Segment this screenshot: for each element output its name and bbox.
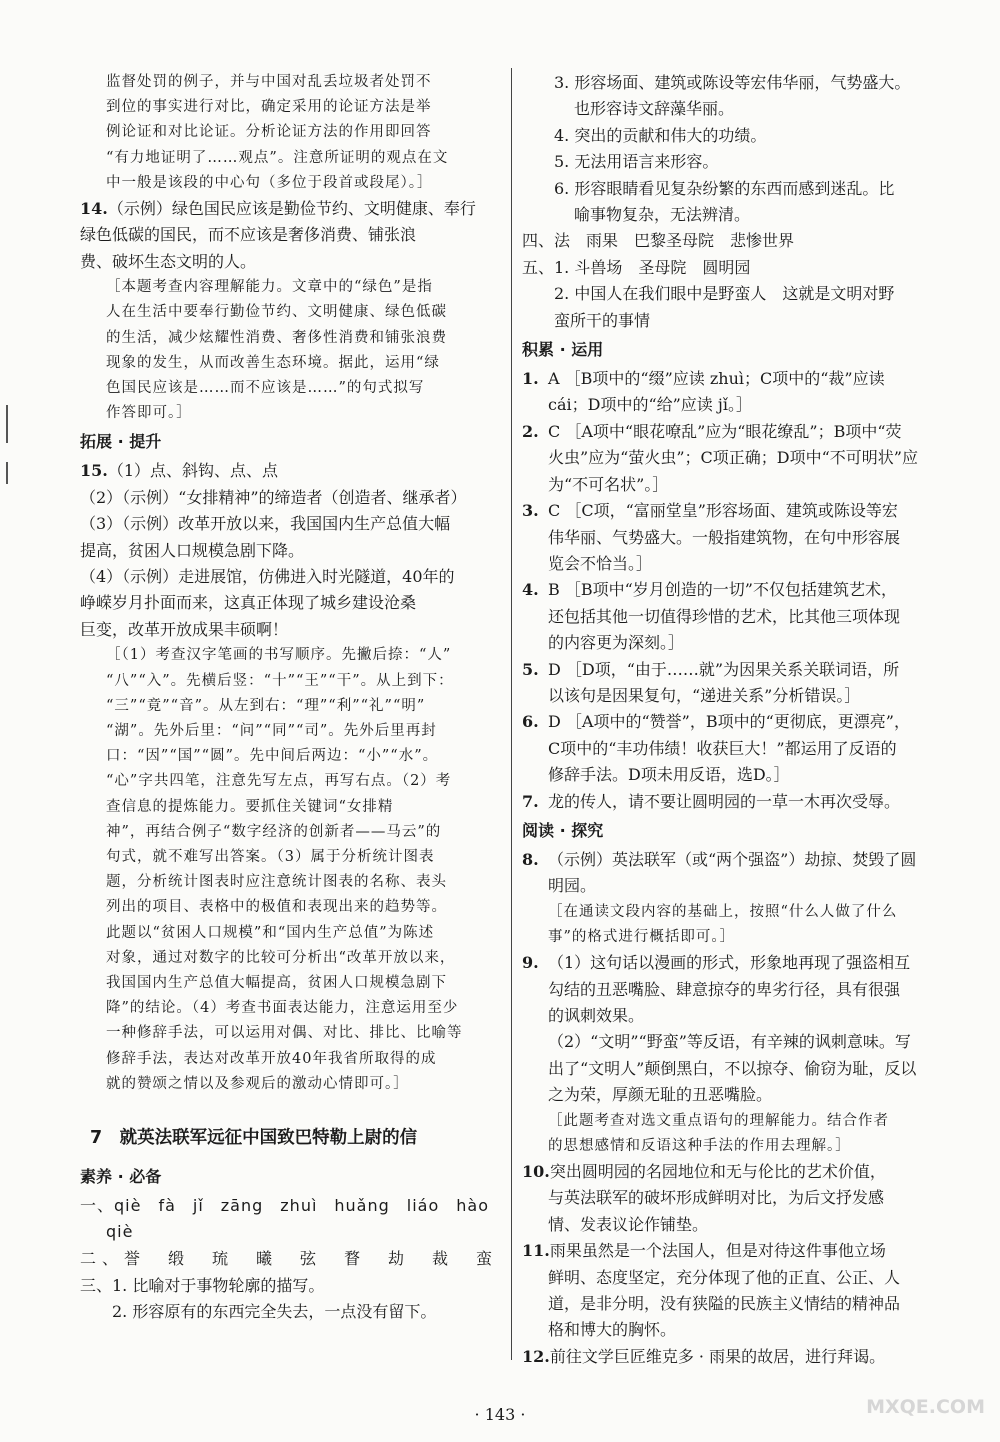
- lesson-title: 7 就英法联军远征中国致巴特勒上尉的信: [90, 1127, 418, 1148]
- answer-line: 情、发表议论作铺垫。: [548, 1214, 709, 1234]
- answer-line: 绿色低碳的国民，而不应该是奢侈消费、铺张浪: [80, 225, 417, 245]
- answer-line: （2）（示例）“女排精神”的缔造者（创造者、继承者）: [80, 487, 467, 507]
- answer-line: 与英法联军的破坏形成鲜明对比，为后文抒发感: [548, 1188, 885, 1208]
- answer-line: 格和博大的胸怀。: [548, 1320, 677, 1340]
- answer-line: 巨变，改革开放成果丰硕啊！: [80, 619, 289, 639]
- note-line: 列出的项目、表格中的极值和表现出来的趋势等。: [106, 899, 447, 916]
- answer-line: C ［A项中“眼花嘹乱”应为“眼花缭乱”；B项中“荧: [548, 421, 902, 441]
- answer-line: 以该句是因果复句，“递进关系”分析错误。］: [548, 685, 861, 705]
- answer-line: （2）“文明”“野蛮”等反语，有辛辣的讽刺意味。写: [548, 1032, 911, 1052]
- answer-line: （1）这句话以漫画的形式，形象地再现了强盗相互: [548, 953, 911, 973]
- section-heading-tuozhan: 拓展 · 提升: [80, 432, 162, 452]
- note-line: 的生活，减少炫耀性消费、奢侈性消费和铺张浪费: [106, 329, 447, 346]
- answer-item: [522, 1238, 947, 1344]
- answer-line: 前往文学巨匠维克多 · 雨果的故居，进行拜谒。: [549, 1346, 886, 1366]
- note-line: ［本题考查内容理解能力。文章中的“绿色”是指: [106, 279, 433, 296]
- note-line: 作答即可。］: [106, 405, 192, 422]
- answer-line: 费、破坏生态文明的人。: [80, 251, 257, 271]
- answer-line: （示例）绿色国民应该是勤俭节约、文明健康、奉行: [107, 199, 476, 219]
- answer-line: 之为荣，厚颜无耻的丑恶嘴脸。: [548, 1085, 773, 1105]
- answer-line: 览会不恰当。］: [548, 553, 653, 573]
- note-line: 题，分析统计图表时应注意统计图表的名称、表头: [106, 874, 447, 891]
- note-line: 人在生活中要奉行勤俭节约、文明健康、绿色低碳: [106, 304, 447, 321]
- q15-note: [80, 643, 500, 1097]
- q13-note: [80, 70, 500, 196]
- answer-line: 明园。: [548, 876, 597, 896]
- note-line: 事”的格式进行概括即可。］: [548, 928, 736, 945]
- pinyin-answers-cont: qiè: [106, 1221, 134, 1241]
- question-number: 7.: [522, 791, 539, 811]
- question-number: 15.: [80, 461, 108, 481]
- answer-line: 突出圆明园的名园地位和无与伦比的艺术价值，: [549, 1162, 886, 1182]
- answer-line: 的内容更为深刻。］: [548, 633, 685, 653]
- note-line: ［（1）考查汉字笔画的书写顺序。先撇后捺：“人”: [106, 647, 452, 664]
- question-number: 8.: [522, 849, 539, 869]
- note-line: 口：“因”“国”“圆”。先中间后两边：“小”“水”。: [106, 748, 439, 765]
- question-number: 1.: [522, 369, 539, 389]
- note-line: “八”“入”。先横后竖：“十”“王”“干”。从上到下：: [106, 672, 454, 689]
- q14-note: [80, 275, 500, 426]
- answer-item: [522, 789, 947, 815]
- answer-line: C ［C项，“富丽堂皇”形容场面、建筑或陈设等宏: [548, 501, 898, 521]
- definition-line: 也形容诗文辞藻华丽。: [574, 99, 735, 119]
- definition-line: 3. 形容场面、建筑或陈设等宏伟华丽，气势盛大。: [554, 73, 911, 92]
- question-number: 9.: [522, 953, 539, 973]
- answer-line: 勾结的丑恶嘴脸、肆意掠夺的卑劣行径，具有很强: [548, 979, 901, 999]
- q15-answer: [80, 458, 500, 643]
- note-line: 对象，通过对数字的比较可分析出“改革开放以来，: [106, 949, 456, 966]
- note-line: “湖”。先外后里：“问”“同”“司”。先外后里再封: [106, 722, 437, 739]
- note-line: ［此题考查对选文重点语句的理解能力。结合作者: [548, 1112, 889, 1129]
- answer-line: 道，是非分明，没有狭隘的民族主义情结的精神品: [548, 1294, 901, 1314]
- answer-line: 蛮所干的事情: [554, 310, 651, 330]
- answer-item: [522, 1159, 947, 1238]
- note-line: 此题以“贫困人口规模”和“国内生产总值”为陈述: [106, 924, 435, 941]
- answer-line: 修辞手法。D项未用反语，选D。］: [548, 765, 790, 785]
- scan-mark: [6, 462, 8, 484]
- definition-2: 2. 形容原有的东西完全失去，一点没有留下。: [112, 1302, 437, 1322]
- answer-line: C项中的“丰功伟绩！收获巨大！”都运用了反语的: [548, 738, 897, 758]
- question-number: 14.: [80, 199, 108, 219]
- answer-item: [522, 366, 947, 419]
- answer-line: 伟华丽、气势盛大。一般指建筑物，在句中形容展: [548, 527, 901, 547]
- answer-line: D ［A项中的“赞誉”，B项中的“更彻底，更漂亮”，: [548, 712, 910, 732]
- note-line: 现象的发生，从而改善生态环境。据此，运用“绿: [106, 354, 440, 371]
- note-line: 就的赞颂之情以及参观后的激动心情即可。］: [106, 1075, 409, 1092]
- pinyin-answers: 一、qiè fà jǐ zāng zhuì huǎng liáo hào: [80, 1195, 490, 1215]
- section-heading-yuedu: 阅读 · 探究: [522, 820, 604, 840]
- answer-line: （示例）英法联军（或“两个强盗”）劫掠、焚毁了圆: [548, 849, 917, 869]
- answer-line: 雨果虽然是一个法国人，但是对待这件事他立场: [549, 1241, 886, 1261]
- note-line: 句式，就不难写出答案。（3）属于分析统计图表: [106, 848, 435, 865]
- answer-line: 鲜明、态度坚定，充分体现了他的正直、公正、人: [548, 1267, 901, 1287]
- question-number: 4.: [522, 580, 539, 600]
- answer-line: （3）（示例）改革开放以来，我国国内生产总值大幅: [80, 514, 451, 534]
- answer-item: [522, 709, 947, 788]
- question-number: 6.: [522, 712, 539, 732]
- character-answers: 二、誉 缎 琉 曦 弦 瞀 劫 裁 蛮: [80, 1248, 499, 1268]
- note-line: 的思想感情和反语这种手法的作用去理解。］: [548, 1137, 851, 1154]
- answer-item: [522, 950, 947, 1159]
- section-heading-suyang: 素养 · 必备: [80, 1166, 162, 1186]
- note-line: “心”字共四笔，注意先写左点，再写右点。（2）考: [106, 773, 452, 790]
- question-number: 10.: [522, 1162, 550, 1182]
- note-line: 到位的事实进行对比，确定采用的论证方法是举: [106, 99, 432, 116]
- answer-line: 的讽刺效果。: [548, 1006, 645, 1025]
- note-line: 例论证和对比论证。分析论证方法的作用即回答: [106, 124, 432, 141]
- definition-line: 4. 突出的贡献和伟大的功绩。: [554, 125, 767, 145]
- left-column: [80, 70, 500, 1326]
- answer-line: 提高，贫困人口规模急剧下降。: [80, 540, 305, 560]
- scan-mark: [6, 405, 8, 443]
- question-number: 12.: [522, 1346, 550, 1366]
- answer-si: 四、法 雨果 巴黎圣母院 悲惨世界: [522, 231, 795, 251]
- note-line: “有力地证明了……观点”。注意所证明的观点在文: [106, 149, 449, 166]
- answer-line: 峥嵘岁月扑面而来，这真正体现了城乡建设沧桑: [80, 593, 417, 613]
- note-line: “三”“竟”“音”。从左到右：“理”“利”“礼”“明”: [106, 697, 426, 714]
- answer-wu-2: [522, 281, 947, 334]
- yuedu-answers: [522, 847, 947, 1370]
- watermark-logo: MXQE.COM: [866, 1396, 985, 1418]
- definition-line: 6. 形容眼睛看见复杂纷繁的东西而感到迷乱。比: [554, 178, 895, 198]
- answer-line: 2. 中国人在我们眼中是野蛮人 这就是文明对野: [554, 284, 895, 304]
- note-line: 中一般是该段的中心句（多位于段首或段尾）。］: [106, 174, 433, 191]
- note-line: 降”的结论。（4）考查书面表达能力，注意运用至少: [106, 1000, 459, 1017]
- definition-line: 喻事物复杂，无法辨清。: [574, 205, 751, 225]
- answer-line: 为“不可名状”。］: [548, 474, 669, 494]
- note-line: 我国国内生产总值大幅提高，贫困人口规模急剧下: [106, 974, 447, 991]
- note-line: 神”，再结合例子“数字经济的创新者——马云”的: [106, 823, 442, 840]
- note-line: ［在通读文段内容的基础上，按照“什么人做了什么: [548, 903, 898, 920]
- jilei-answers: [522, 366, 947, 815]
- answer-item: [522, 419, 947, 498]
- answer-line: cái；D项中的“给”应读 jǐ。］: [548, 395, 752, 415]
- answer-item: [522, 657, 947, 710]
- column-divider: [511, 68, 512, 1360]
- question-number: 2.: [522, 421, 539, 441]
- note-line: 色国民应该是……而不应该是……”的句式拟写: [106, 380, 425, 397]
- note-line: 监督处罚的例子，并与中国对乱丢垃圾者处罚不: [106, 74, 432, 90]
- answer-item: [522, 1344, 947, 1370]
- answer-line: A ［B项中的“缀”应读 zhuì；C项中的“裁”应读: [548, 369, 885, 389]
- answer-item: [522, 498, 947, 577]
- page-number: · 143 ·: [474, 1405, 526, 1424]
- question-number: 3.: [522, 501, 539, 521]
- note-line: 查信息的提炼能力。要抓住关键词“女排精: [106, 798, 394, 815]
- answer-wu-1: 五、1. 斗兽场 圣母院 圆明园: [522, 257, 751, 277]
- answer-item: [522, 577, 947, 656]
- answer-line: B ［B项中“岁月创造的一切”不仅包括建筑艺术，: [548, 580, 897, 600]
- answer-line: （1）点、斜钩、点、点: [107, 461, 279, 481]
- note-line: 修辞手法，表达对改革开放40年我省所取得的成: [106, 1050, 437, 1067]
- answer-line: 龙的传人，请不要让圆明园的一草一木再次受辱。: [548, 791, 901, 811]
- answer-line: D ［D项，“由于……就”为因果关系关联词语，所: [548, 659, 900, 679]
- answer-line: （4）（示例）走进展馆，仿佛进入时光隧道，40年的: [80, 567, 455, 587]
- answer-line: 还包括其他一切值得珍惜的艺术，比其他三项体现: [548, 606, 901, 626]
- definition-line: 5. 无法用语言来形容。: [554, 152, 719, 172]
- right-column: [522, 70, 947, 1370]
- definition-1: 三、1. 比喻对于事物轮廓的描写。: [80, 1275, 325, 1295]
- question-number: 5.: [522, 659, 539, 679]
- question-number: 11.: [522, 1241, 550, 1261]
- answer-item: [522, 847, 947, 950]
- answer-line: 出了“文明人”颠倒黑白，不以掠夺、偷窃为耻，反以: [548, 1058, 917, 1078]
- answer-line: 火虫”应为“萤火虫”；C项正确；D项中“不可明状”应: [548, 448, 918, 468]
- definitions-list: [522, 70, 947, 228]
- section-heading-jilei: 积累 · 运用: [522, 340, 604, 360]
- note-line: 一种修辞手法，可以运用对偶、对比、排比、比喻等: [106, 1025, 463, 1042]
- q14-answer: [80, 196, 500, 275]
